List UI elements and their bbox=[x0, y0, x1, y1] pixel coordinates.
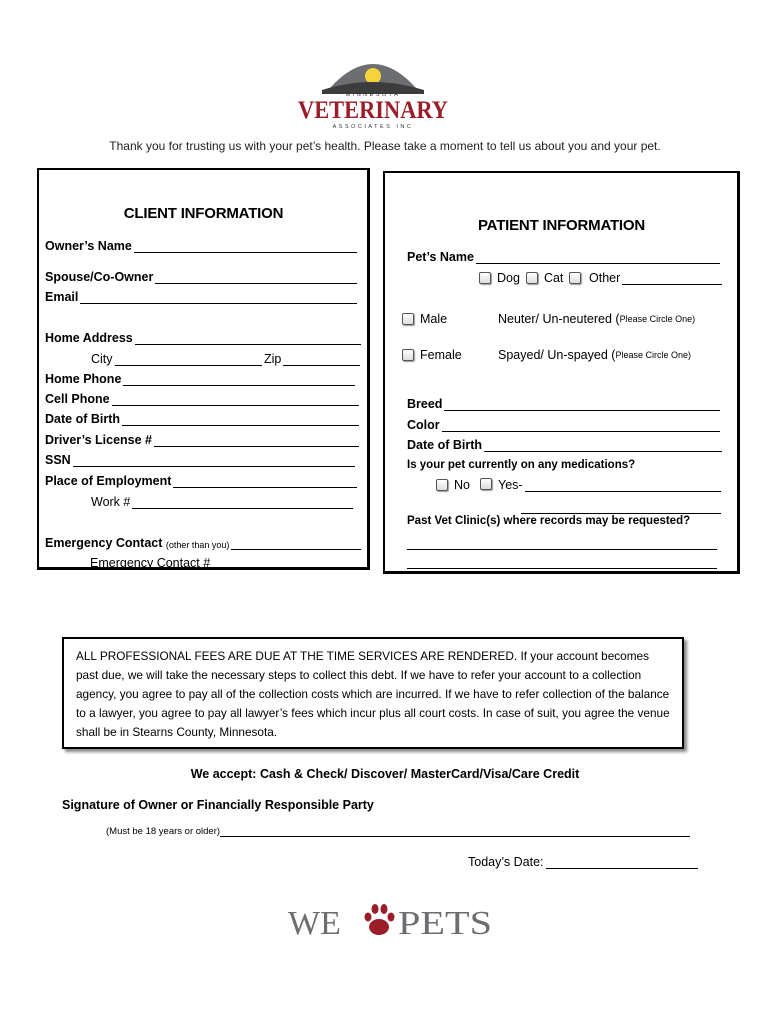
neuter-text bbox=[498, 312, 695, 326]
todays-date-label: Today’s Date: bbox=[468, 855, 544, 869]
pet-name-label: Pet’s Name bbox=[407, 250, 474, 264]
drivers-license-label: Driver’s License # bbox=[45, 433, 153, 447]
dog-checkbox[interactable] bbox=[479, 272, 491, 284]
client-information-box bbox=[37, 168, 370, 570]
veterinary-logo bbox=[292, 46, 454, 132]
breed-label: Breed bbox=[407, 397, 443, 411]
past-vet-line-2[interactable] bbox=[407, 556, 717, 569]
male-label: Male bbox=[420, 312, 448, 326]
client-dob-label: Date of Birth bbox=[45, 412, 120, 426]
pets-text: PETS bbox=[398, 905, 492, 942]
we-love-pets-logo bbox=[288, 900, 494, 942]
medications-yes-field[interactable] bbox=[498, 478, 721, 492]
no-label: No bbox=[454, 478, 470, 492]
pet-name-field[interactable] bbox=[407, 250, 720, 264]
email-field[interactable] bbox=[45, 290, 357, 304]
email-label: Email bbox=[45, 290, 79, 304]
home-phone-field[interactable] bbox=[45, 372, 355, 386]
pet-dob-field[interactable] bbox=[407, 438, 722, 452]
logo-bottom-text: ASSOCIATES INC bbox=[332, 124, 414, 130]
age-requirement: (Must be 18 years or older) bbox=[106, 826, 221, 837]
home-address-label: Home Address bbox=[45, 331, 133, 345]
we-text: WE bbox=[288, 905, 341, 942]
emergency-number-label: Emergency Contact # bbox=[90, 556, 211, 569]
payment-methods: We accept: Cash & Check/ Discover/ MasterCard/Visa/Care Credit bbox=[190, 767, 580, 781]
species-options bbox=[479, 271, 581, 285]
emergency-contact-label: Emergency Contact bbox=[45, 536, 163, 550]
employment-label: Place of Employment bbox=[45, 474, 172, 488]
drivers-license-field[interactable] bbox=[45, 433, 359, 447]
home-phone-label: Home Phone bbox=[45, 372, 122, 386]
breed-field[interactable] bbox=[407, 397, 720, 411]
emergency-contact-field[interactable] bbox=[45, 536, 361, 550]
neuter-circle-note: Please Circle One) bbox=[619, 314, 696, 324]
male-checkbox[interactable] bbox=[402, 313, 414, 325]
cell-phone-field[interactable] bbox=[45, 392, 359, 406]
dog-label: Dog bbox=[497, 271, 520, 285]
neuter-label: Neuter/ Un-neutered ( bbox=[498, 312, 620, 326]
home-address-field[interactable] bbox=[45, 331, 361, 345]
cell-phone-label: Cell Phone bbox=[45, 392, 110, 406]
medications-yes-option bbox=[480, 478, 492, 490]
spay-text bbox=[498, 348, 691, 362]
signature-field[interactable] bbox=[106, 826, 690, 837]
female-checkbox[interactable] bbox=[402, 349, 414, 361]
ssn-label: SSN bbox=[45, 453, 71, 467]
past-vet-question: Past Vet Clinic(s) where records may be requested? bbox=[407, 515, 691, 527]
cat-checkbox[interactable] bbox=[526, 272, 538, 284]
medications-question: Is your pet currently on any medications? bbox=[407, 459, 636, 471]
medications-no-option bbox=[436, 478, 470, 492]
fees-notice: ALL PROFESSIONAL FEES ARE DUE AT THE TIME SERVICES ARE RENDERED. If your account becomes past due, we will take the necessary steps to collect this debt. If we have to refer your account to a collection agency, you agree to pay all of the collection costs which are incurred. If we have to refer collection of the balance to a lawyer, you agree to pay all lawyer’s fees which incur plus all court costs. In case of suit, you agree the venue shall be in Stearns County, Minnesota. bbox=[62, 637, 684, 749]
zip-label: Zip bbox=[264, 352, 282, 366]
zip-field[interactable] bbox=[264, 352, 360, 366]
spay-label: Spayed/ Un-spayed ( bbox=[498, 348, 616, 362]
emergency-number-field[interactable] bbox=[90, 556, 355, 569]
logo-graphic bbox=[292, 46, 454, 132]
cat-label: Cat bbox=[543, 271, 564, 285]
logo-top-text: MINNESOTA bbox=[345, 92, 401, 98]
client-heading: CLIENT INFORMATION bbox=[123, 205, 284, 222]
work-number-label: Work # bbox=[91, 495, 131, 509]
female-option bbox=[402, 348, 462, 362]
color-label: Color bbox=[407, 418, 440, 432]
past-vet-line-1[interactable] bbox=[407, 537, 717, 550]
we-pets-graphic bbox=[288, 900, 494, 942]
other-species-field[interactable] bbox=[589, 271, 722, 285]
city-field[interactable] bbox=[91, 352, 262, 366]
medications-line-2[interactable] bbox=[521, 501, 721, 514]
male-option bbox=[402, 312, 447, 326]
city-label: City bbox=[91, 352, 113, 366]
female-label: Female bbox=[420, 348, 462, 362]
pet-dob-label: Date of Birth bbox=[407, 438, 482, 452]
spay-circle-note: Please Circle One) bbox=[615, 350, 691, 360]
yes-checkbox[interactable] bbox=[480, 478, 492, 490]
no-checkbox[interactable] bbox=[436, 479, 448, 491]
spouse-label: Spouse/Co-Owner bbox=[45, 270, 154, 284]
emergency-note: (other than you) bbox=[165, 540, 230, 550]
employment-field[interactable] bbox=[45, 474, 357, 488]
other-label: Other bbox=[589, 271, 621, 285]
owner-name-field[interactable] bbox=[45, 239, 357, 253]
signature-label: Signature of Owner or Financially Responsible Party bbox=[62, 798, 374, 812]
intro-text: Thank you for trusting us with your pet’s health. Please take a moment to tell us about you and your pet. bbox=[109, 139, 661, 153]
logo-main-text: VETERINARY bbox=[298, 97, 448, 124]
yes-label: Yes- bbox=[498, 478, 523, 492]
paw-icon bbox=[365, 904, 395, 935]
ssn-field[interactable] bbox=[45, 453, 355, 467]
client-dob-field[interactable] bbox=[45, 412, 359, 426]
spouse-field[interactable] bbox=[45, 270, 357, 284]
patient-heading: PATIENT INFORMATION bbox=[477, 217, 645, 234]
owner-name-label: Owner’s Name bbox=[45, 239, 132, 253]
todays-date-field[interactable] bbox=[468, 855, 698, 869]
other-checkbox[interactable] bbox=[569, 272, 581, 284]
work-number-field[interactable] bbox=[91, 495, 353, 509]
color-field[interactable] bbox=[407, 418, 720, 432]
